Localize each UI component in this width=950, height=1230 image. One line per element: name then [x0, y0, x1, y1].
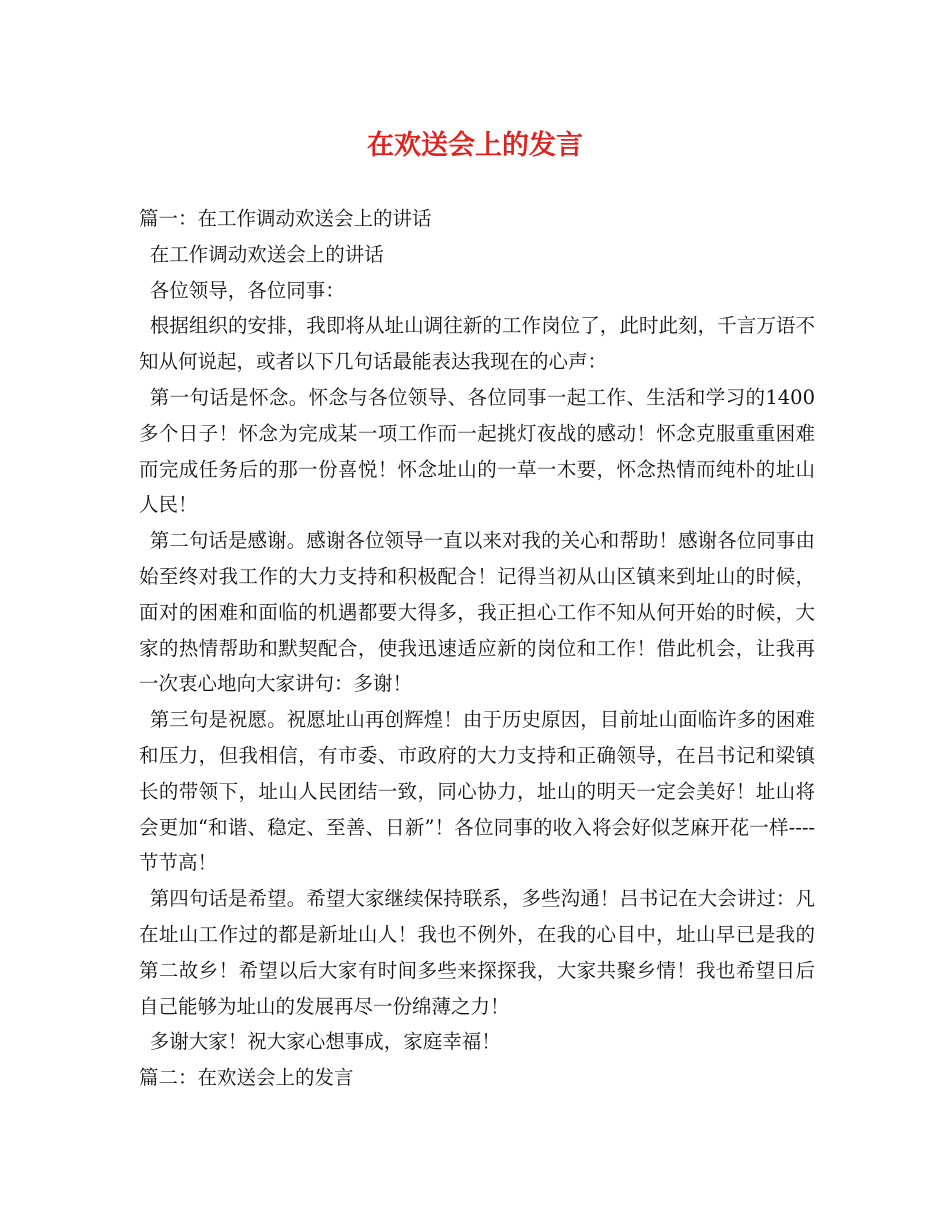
paragraph-intro: 根据组织的安排，我即将从址山调往新的工作岗位了，此时此刻，千言万语不知从何说起，或者以下几句话最能表达我现在的心声： [139, 314, 815, 374]
paragraph-fourth: 第四句话是希望。希望大家继续保持联系，多些沟通！吕书记在大会讲过：凡在址山工作过的都是新址山人！我也不例外，在我的心目中，址山早已是我的第二故乡！希望以后大家有时间多些来探探我，大家共聚乡情！我也希望日后自己能够为址山的发展再尽一份绵薄之力！ [139, 887, 815, 1018]
section-heading-2: 篇二：在欢送会上的发言 [139, 1066, 354, 1090]
section-heading-1: 篇一：在工作调动欢送会上的讲话 [139, 207, 432, 230]
paragraph-second: 第二句话是感谢。感谢各位领导一直以来对我的关心和帮助！感谢各位同事由始至终对我工作的大力支持和积极配合！记得当初从山区镇来到址山的时候，面对的困难和面临的机遇都要大得多，我正担心工作不知从何开始的时候，大家的热情帮助和默契配合，使我迅速适应新的岗位和工作！借此机会，让我再一次衷心地向大家讲句：多谢！ [139, 529, 815, 696]
paragraph-third: 第三句是祝愿。祝愿址山再创辉煌！由于历史原因，目前址山面临许多的困难和压力，但我相信，有市委、市政府的大力支持和正确领导，在吕书记和梁镇长的带领下，址山人民团结一致，同心协力，址山的明天一定会美好！址山将会更加“和谐、稳定、至善、日新”！各位同事的收入将会好似芝麻开花一样----节节高！ [139, 708, 815, 875]
document-body [139, 201, 815, 1096]
salutation: 各位领导，各位同事： [149, 278, 345, 302]
paragraph-first: 第一句话是怀念。怀念与各位领导、各位同事一起工作、生活和学习的1400多个日子！怀念为完成某一项工作而一起挑灯夜战的感动！怀念克服重重困难而完成任务后的那一份喜悦！怀念址山的一草一木要，怀念热情而纯朴的址山人民！ [139, 385, 815, 517]
speech-title: 在工作调动欢送会上的讲话 [149, 242, 384, 266]
closing-remark: 多谢大家！祝大家心想事成，家庭幸福！ [149, 1030, 501, 1054]
document-title: 在欢送会上的发言 [367, 130, 583, 161]
